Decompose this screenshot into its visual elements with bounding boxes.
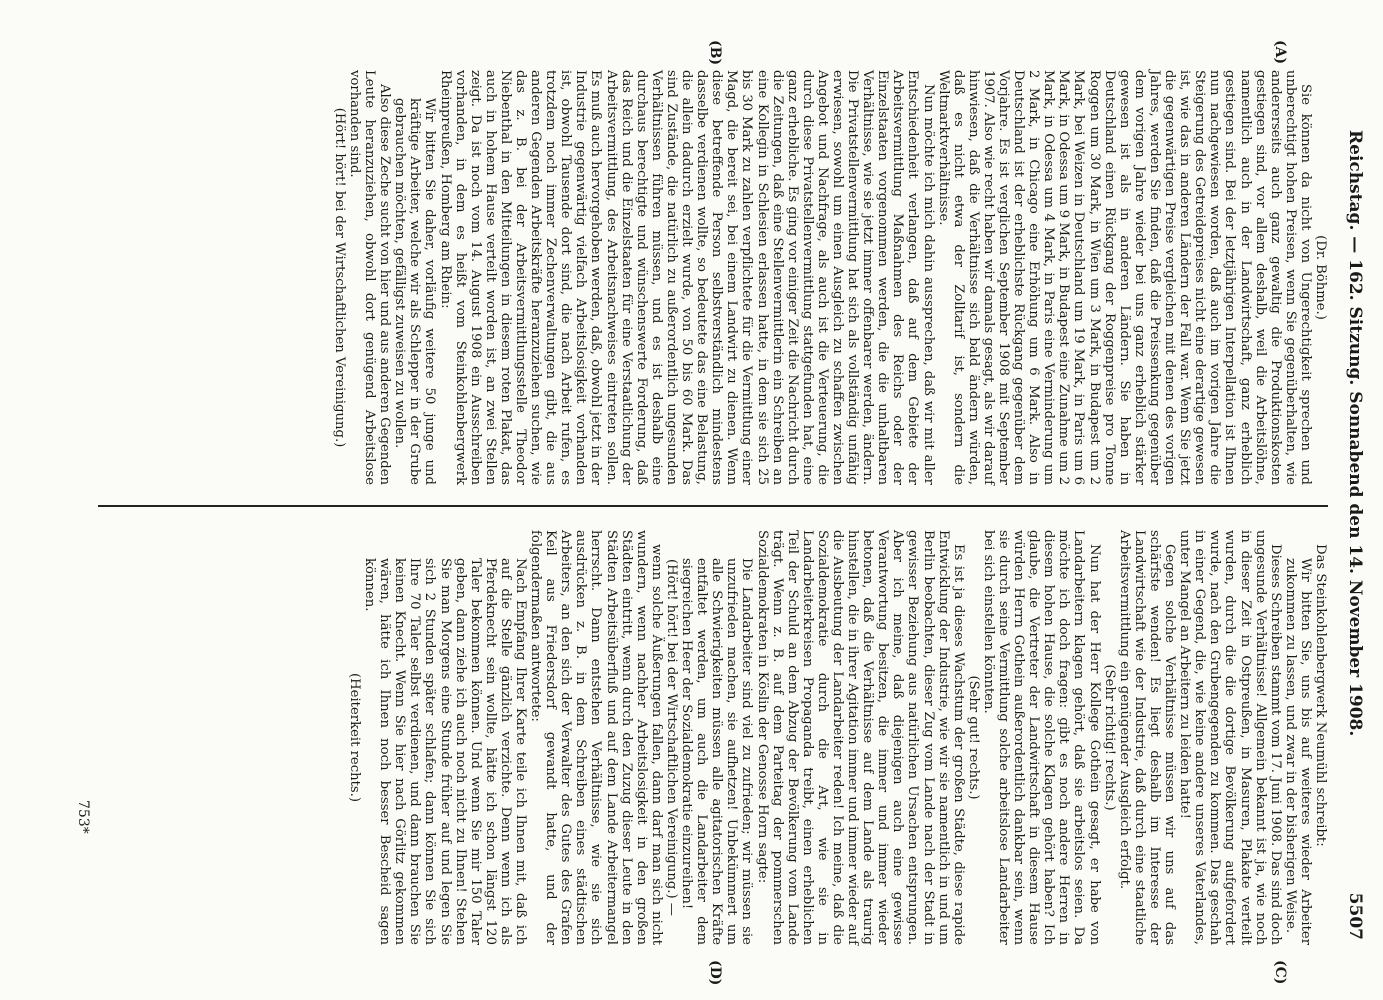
reaction: (Sehr richtig! rechts.): [1101, 664, 1117, 811]
margin-mark-d: (D): [707, 960, 723, 986]
paragraph: Nun möchte ich mich dahin aussprechen, daß wir mit aller Entschiedenheit verlangen, daß auf dem Gebiete der Arbeitsvermittlung Maßnahmen des Reichs oder der Einzelstaaten vorgenommen werden, die die unhaltbaren Verhältnisse, wie sie jetzt immer offenbarer werden, ändern. Die Privatstellenvermittlung hat sich als vollständig unfähig erwiesen, sowohl um einen Ausgleich zu schaffen zwischen Angebot und Nachfrage, als auch ist die Verteuerung, die durch diese Privatstellenvermittlung stattgefunden hat, eine ganz erhebliche. Es ging vor einiger Zeit die Nachricht durch die Zeitungen, daß eine Stellenvermittlerin ein Schreiben an eine Kollegin in Schlesien erlassen hatte, in dem sie sich 25 bis 30 Mark zu zahlen verpflichtete für die Vermittlung einer Magd, die bereit sei, bei einem Landwirt zu dienen. Wenn diese betreffende Person selbstverständlich mindestens dasselbe verdienen wollte, so bedeutete das eine Belastung, die allein dadurch erzielt wurde, von 50 bis 60 Mark. Das sind Zustände, die natürlich zu außerordentlich ungesunden Verhältnissen führen müssen, und es ist deshalb eine durchaus berechtigte und wünschenswerte Forderung, daß das Reich und die Einzelstaaten für eine Verstaatlichung der Arbeitsvermittlung, des Arbeitsnachweises eintreten sollen. Es muß auch hervorgehoben werden, daß, obwohl jetzt in der Industrie gegenwärtig vielfach Arbeitslosigkeit vorhanden ist, obwohl Tausende dort sind, die nach Arbeit rufen, es trotzdem noch immer Zechenverwaltungen gibt, die aus anderen Gegenden Arbeitskräfte heranzuziehen suchen, wie das z. B. bei der Arbeitsvermittlungsstelle Theodor Niebenthal in den Mitteilungen in diesem roten Plakat, das auch in hohem Hause verteilt worden ist, an zwei Stellen zeigt. Da ist noch vom 14. August 1908 ein Ausschreiben vorhanden, in dem es heißt vom Steinkohlenbergwerk Rheinpreußen, Homberg am Rhein:: [437, 70, 936, 485]
header-page-number: 5507: [1345, 892, 1365, 940]
margin-mark-b: (B): [707, 40, 723, 66]
paragraph: Gegen solche Verhältnisse müssen wir uns auf das schärfste wenden! Es liegt deshalb im Interesse der Landwirtschaft wie der Industrie, daß durch eine staatliche Arbeitsvermittlung ein genügender Ausgleich erfolgt.: [1116, 530, 1178, 945]
quote: Wir bitten Sie, uns bis auf weiteres wieder Arbeiter zukommen zu lassen, und zwar in der bisherigen Weise.: [1282, 558, 1313, 945]
reaction: (Hört! hört! bei der Wirtschaftlichen Vereinigung.): [331, 107, 347, 448]
paragraph: Also diese Zeche sucht von hier und aus anderen Gegenden Leute heranzuziehen, obwohl dort genügend Arbeitslose vorhanden sind.: [347, 70, 393, 485]
reaction: (Sehr gut! rechts.): [965, 675, 981, 800]
quote: Nach Empfang Ihrer Karte teile ich Ihnen mit, daß ich auf die Stelle gänzlich verzichte. Denn wenn ich als Pferdeknecht sein wollte, hätte ich schon längst 120 Taler bekommen können. Und wenn Sie mir 150 Taler geben, dann ziehe ich auch noch nicht zu Ihnen! Stehen Sie man Morgens eine Stunde früher auf und legen Sie sich 2 Stunden später schlafen; dann können Sie sich Ihre 70 Taler selbst verdienen, und dann brauchen Sie keinen Knecht. Wenn Sie hier nach Görlitz gekommen wären, hätte ich Ihnen noch besser Bescheid sagen können.: [362, 558, 529, 945]
header-title: Reichstag. — 162. Sitzung. Sonnabend den 14. November 1908.: [1345, 130, 1365, 737]
margin-mark-c: (C): [1272, 960, 1288, 985]
paragraph: Dieses Schreiben stammt vom 17. Juni 1908. Das sind doch ungesunde Verhältnisse! Allgemein bekannt ist ja, wie noch in dieser Zeit in Ostpreußen, in Masuren, Plakate verteilt wurden, durch die die dortige Bevölkerung aufgefordert wurde, nach den Grubengegenden zu kommen. Das geschah in einer Gegend, die, wie keine andere unseres Vaterlandes, unter Mangel an Arbeitern zu leiden hatte!: [1177, 530, 1283, 945]
page-code: 753*: [75, 800, 91, 834]
page-header: [1333, 70, 1373, 950]
paragraph: Sie können da nicht von Ungerechtigkeit sprechen und unberechtigt hohen Preisen, wenn Sie gegenüberhalten, wie andererseits auch ganz gewaltig die Produktionskosten gestiegen sind, vor allem deshalb, weil die Arbeitslöhne, namentlich auch in der Landwirtschaft, ganz erheblich gestiegen sind. Bei der letztjährigen Interpellation ist Ihnen nun nachgewiesen worden, daß auch im vorigen Jahre die Steigerung des Getreidepreises nicht eine derartige gewesen ist, wie das in anderen Ländern der Fall war. Wenn Sie jetzt die gegenwärtigen Preise vergleichen mit denen des vorigen Jahres, werden Sie finden, daß die Preissenkung gegenüber dem vorigen Jahre wieder bei uns ganz erheblich stärker gewesen ist als in anderen Ländern. Sie haben in Deutschland einen Rückgang der Roggenpreise pro Tonne Roggen um 30 Mark, in Wien um 3 Mark, in Budapest um 2 Mark, bei Weizen in Deutschland um 19 Mark, in Paris um 6 Mark, in Odessa um 9 Mark, in Budapest eine Zunahme um 2 Mark, in Odessa um 4 Mark, in Paris eine Verminderung um 2 Mark, in Chicago eine Erhöhung um 6 Mark. Also in Deutschland ist der erheblichste Rückgang gegenüber dem Vorjahre. Es ist verglichen September 1908 mit September 1907. Also wie recht haben wir damals gesagt, als wir darauf hinwiesen, daß die Verhältnisse sich bald ändern würden, daß es nicht etwa der Zolltarif ist, sondern die Weltmarktverhältnisse.: [935, 70, 1313, 485]
speaker-name: (Dr. Böhme.): [1313, 235, 1328, 320]
column-divider: [98, 505, 1328, 507]
quote: Wir bitten Sie daher, vorläufig weitere 50 junge und kräftige Arbeiter, welche wir als Schlepper in der Grube gebrauchen möchten, gefälligst zuweisen zu wollen.: [392, 98, 438, 485]
margin-mark-a: (A): [1272, 40, 1288, 65]
reaction: (Heiterkeit rechts.): [347, 673, 362, 802]
reaction: (Hört! hört! bei der Wirtschaftlichen Vereinigung.) —: [663, 559, 679, 916]
right-column: [347, 530, 1328, 945]
quote: Die Landarbeiter sind viel zu zufrieden; wir müssen sie unzufrieden machen, sie aufhetzen! Unbekümmert um alle Schwierigkeiten müssen alle agitatorischen Kräfte entfaltet werden, um auch die Landarbeiter dem siegreichen Heer der Sozialdemokratie einzureihen!: [679, 558, 755, 945]
paragraph: wenn solche Äußerungen fallen, dann darf man sich nicht wundern, wenn nachher Arbeitslosigkeit in den großen Städten eintritt, wenn durch den Zuzug dieser Leute in den Städten Arbeitsüberfluß und auf dem Lande Arbeitermangel herrscht. Dann entstehen Verhältnisse, wie sie sich ausdrücken z. B. in dem Schreiben eines städtischen Arbeiters, an den sich der Verwalter des Gutes des Grafen Keil aus Friedersdorf gewandt hatte, und der folgendermaßen antwortete:: [528, 530, 664, 945]
left-column: [332, 70, 1328, 485]
paragraph: Das Steinkohlenbergwerk Neumühl schreibt:: [1313, 544, 1328, 847]
paragraph: Nun hat der Herr Kollege Gothein gesagt, er habe von Landarbeitern klagen gehört, daß sie arbeitslos seien. Da möchte ich doch fragen: gibt es noch andere Herren in diesem hohen Hause, die solche Klagen gehört haben? Ich glaube, die Vertreter der Landwirtschaft in diesem Hause würden Herrn Gothein außerordentlich dankbar sein, wenn sie durch seine Vermittlung solche arbeitslose Landarbeiter bei sich einstellen könnten.: [980, 530, 1102, 945]
paragraph: Es ist ja dieses Wachstum der großen Städte, diese rapide Entwicklung der Industrie, wie wir sie namentlich in und um Berlin beobachten, dieser Zug vom Lande nach der Stadt in gewisser Beziehung aus natürlichen Ursachen entsprungen. Aber ich meine, daß diejenigen auch eine gewisse Verantwortung besitzen, die immer und immer wieder betonen, daß die Verhältnisse auf dem Lande als traurig hinstellen, die in ihrer Agitation immer und immer wieder auf die Ausbeutung der Landarbeiter reden! Ich meine, daß die Sozialdemokratie durch die Art, wie sie in Landarbeiterkreisen Propaganda treibt, einen erheblichen Teil der Schuld an dem Abzug der Bevölkerung vom Lande trägt. Wenn z. B. auf dem Parteitag der pommerschen Sozialdemokraten in Köslin der Genosse Horn sagte:: [754, 530, 966, 945]
